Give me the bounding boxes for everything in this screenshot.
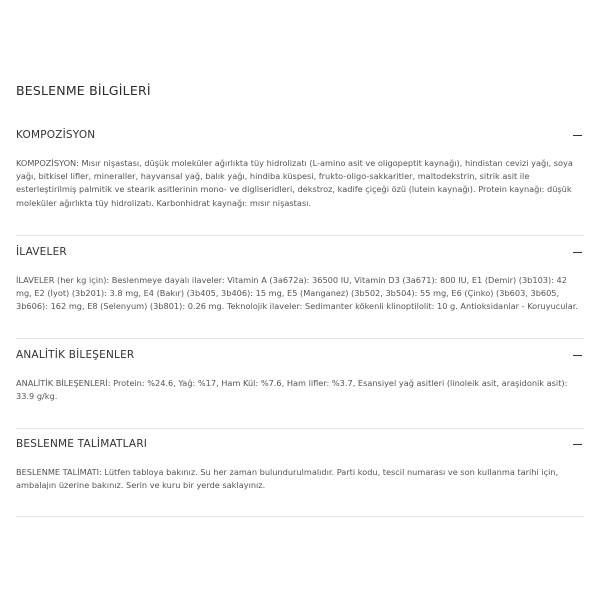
section-body: BESLENME TALİMATI: Lütfen tabloya bakınız. Su her zaman bulundurulmalıdır. Parti kodu, tescil numarası ve son kullanma tarihi için, ambalajın üzerine bakınız. Serin ve kuru bir yerde saklayınız. bbox=[16, 467, 559, 491]
section-title: ANALİTİK BİLEŞENLER bbox=[16, 349, 135, 361]
section-body: İLAVELER (her kg için): Beslenmeye dayalı ilaveler: Vitamin A (3a672a): 36500 IU, Vitamin D3 (3a671): 800 IU, E1 (Demir) (3b103): 42 mg, E2 (İyot) (3b201): 3.8 mg, E4 (Bakır) (3b405, 3b406): 15 mg, E5 (Manganez) (3b502, 3b504): 55 mg, E6 (Çinko) (3b603, 3b605, 3b606): 162 mg, E8 (Selenyum) (3b801): 0.26 mg. Teknolojik ilaveler: Sedimanter kökenli klinoptilolit: 10 g. Antioksidanlar - Koruyucular. bbox=[16, 275, 578, 312]
section-additives bbox=[16, 244, 584, 314]
minus-icon[interactable] bbox=[573, 252, 582, 253]
minus-icon[interactable] bbox=[573, 135, 582, 136]
section-composition bbox=[16, 127, 584, 210]
divider bbox=[16, 516, 584, 517]
minus-icon[interactable] bbox=[573, 355, 582, 356]
section-header-feeding-instructions[interactable] bbox=[16, 436, 584, 452]
section-title: BESLENME TALİMATLARI bbox=[16, 438, 148, 450]
minus-icon[interactable] bbox=[573, 444, 582, 445]
section-analytical-components bbox=[16, 347, 584, 403]
page-title: BESLENME BİLGİLERİ bbox=[16, 83, 151, 98]
section-header-composition[interactable] bbox=[16, 127, 584, 143]
section-title: KOMPOZİSYON bbox=[16, 129, 96, 141]
divider bbox=[16, 235, 584, 236]
section-feeding-instructions bbox=[16, 436, 584, 492]
section-body: KOMPOZİSYON: Mısır nişastası, düşük moleküler ağırlıkta tüy hidrolizatı (L-amino asit ve oligopeptit kaynağı), hindistan cevizi yağı, soya yağı, bitkisel lifler, mineraller, hayvansal yağ, balık yağı, hindiba küspesi, frukto-oligo-sakkaritler, maltodekstrin, sitrik asit ile esterleştirilmiş palmitik ve stearik asitlerinin mono- ve digliseridleri, dekstroz, kadife çiçeği özü (lutein kaynağı). Protein kaynağı: düşük moleküler ağırlıkta tüy hidrolizatı. Karbonhidrat kaynağı: mısır nişastası. bbox=[16, 158, 573, 208]
divider bbox=[16, 338, 584, 339]
section-title: İLAVELER bbox=[16, 246, 67, 258]
section-header-additives[interactable] bbox=[16, 244, 584, 260]
section-header-analytical-components[interactable] bbox=[16, 347, 584, 363]
section-body: ANALİTİK BİLEŞENLERİ: Protein: %24.6, Yağ: %17, Ham Kül: %7.6, Ham lifler: %3.7, Esansiyel yağ asitleri (linoleik asit, araşidonik asit): 33.9 g/kg. bbox=[16, 378, 568, 402]
divider bbox=[16, 428, 584, 429]
